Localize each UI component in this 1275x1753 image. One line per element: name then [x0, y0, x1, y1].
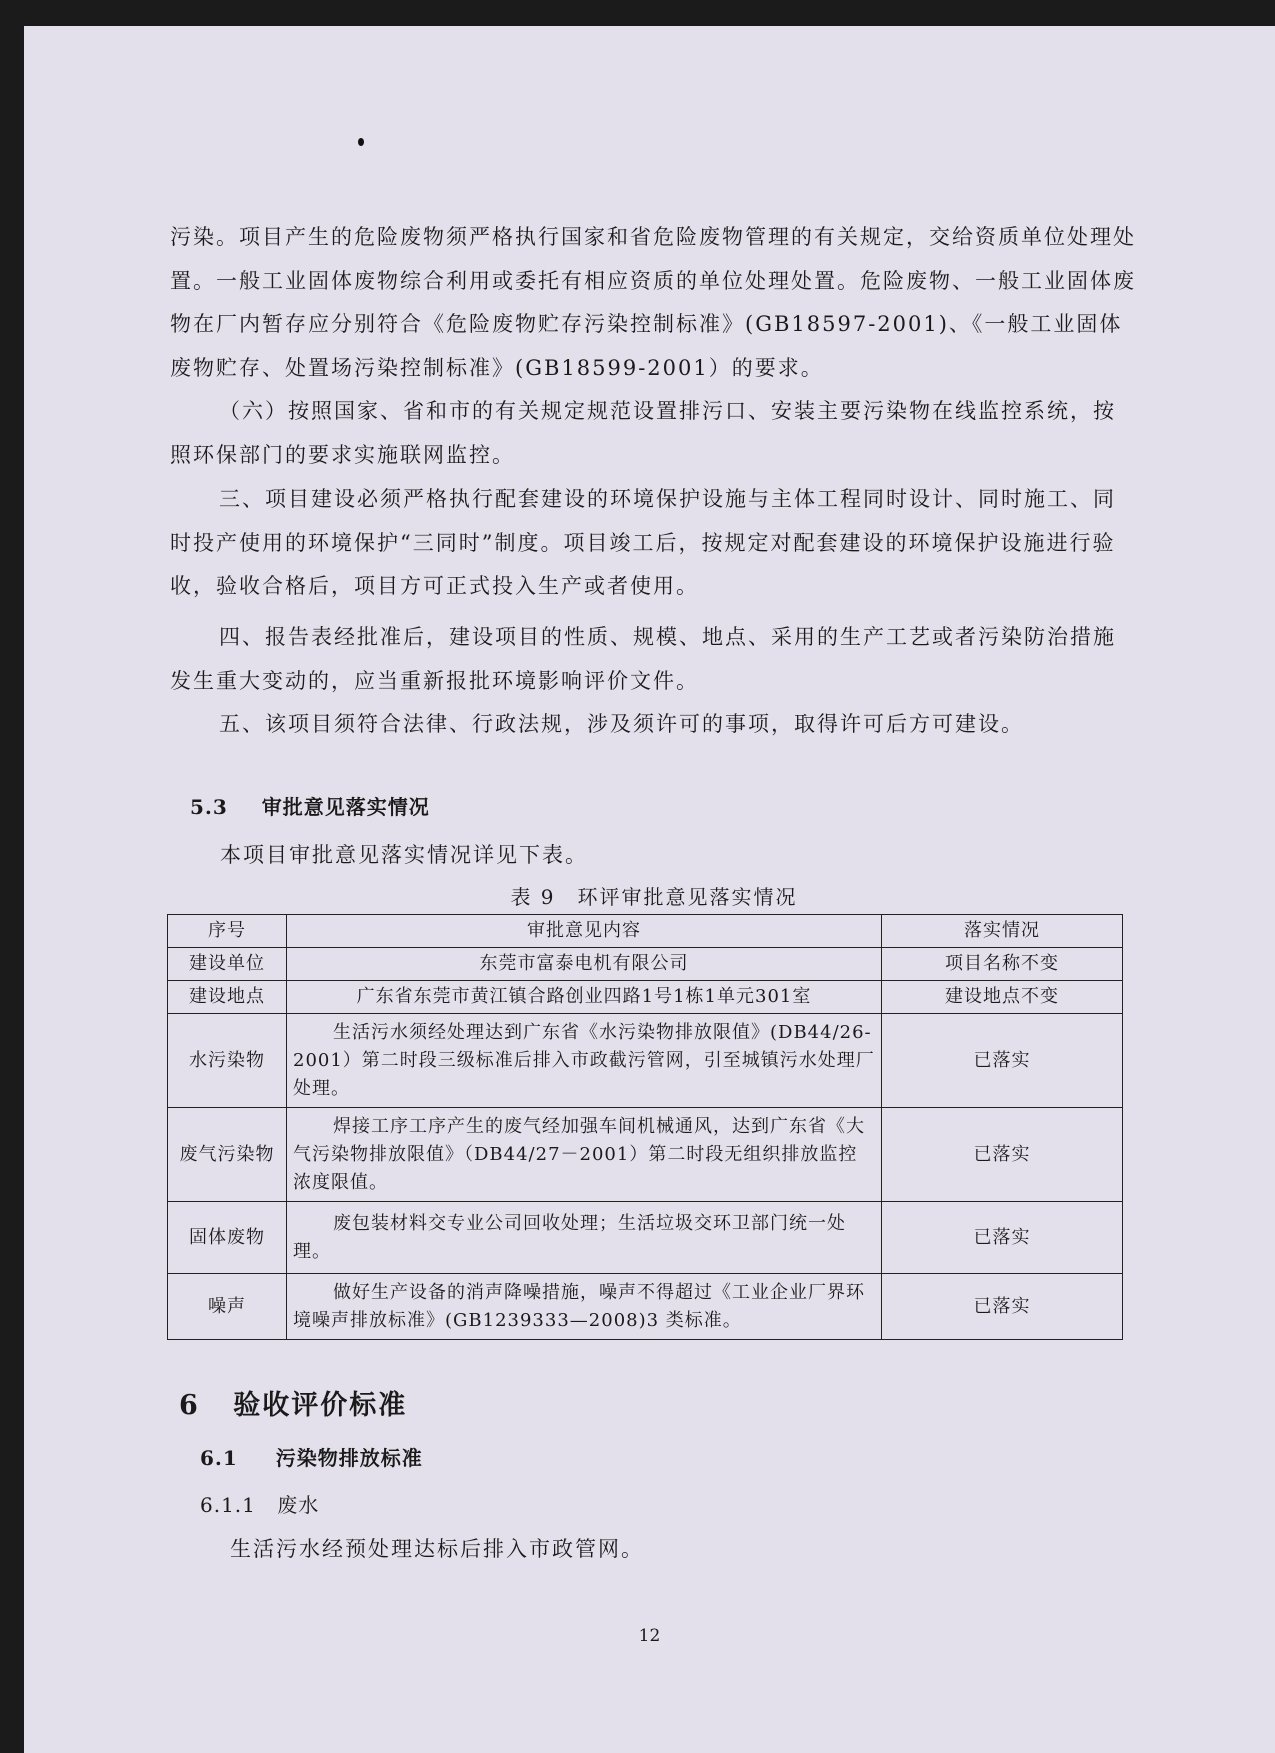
document-page	[24, 26, 1275, 1753]
row-content: 废包装材料交专业公司回收处理；生活垃圾交环卫部门统一处理。	[287, 1202, 882, 1274]
section-5-3-heading	[190, 791, 430, 820]
section-6-1-1-heading	[200, 1489, 319, 1518]
paragraph-hazardous-waste: 污染。项目产生的危险废物须严格执行国家和省危险废物管理的有关规定，交给资质单位处理处置。一般工业固体废物综合利用或委托有相应资质的单位处理处置。危险废物、一般工业固体废物在厂内暂存应分别符合《危险废物贮存污染控制标准》(GB18597-2001)、《一般工业固体废物贮存、处置场污染控制标准》(GB18599-2001）的要求。	[170, 225, 1136, 380]
row-status: 项目名称不变	[882, 948, 1123, 981]
section-title: 污染物排放标准	[275, 1446, 423, 1470]
paragraph-three-simultaneous: 三、项目建设必须严格执行配套建设的环境保护设施与主体工程同时设计、同时施工、同时投产使用的环境保护“三同时”制度。项目竣工后，按规定对配套建设的环境保护设施进行验收，验收合格后，项目方可正式投入生产或者使用。	[170, 487, 1116, 598]
paragraph-major-changes: 四、报告表经批准后，建设项目的性质、规模、地点、采用的生产工艺或者污染防治措施发生重大变动的，应当重新报批环境影响评价文件。	[170, 625, 1116, 693]
row-status: 已落实	[882, 1202, 1123, 1274]
section-title: 审批意见落实情况	[261, 795, 430, 819]
table-row	[168, 1274, 1123, 1340]
table-row	[168, 948, 1123, 981]
row-status: 已落实	[882, 1274, 1123, 1340]
page-number: 12	[638, 1626, 661, 1646]
header-item: 序号	[168, 915, 287, 948]
row-content: 焊接工序工序产生的废气经加强车间机械通风，达到广东省《大气污染物排放限值》（DB44/27－2001）第二时段无组织排放监控浓度限值。	[287, 1108, 882, 1202]
section-number: 6.1	[200, 1446, 238, 1470]
row-content: 广东省东莞市黄江镇合路创业四路1号1栋1单元301室	[287, 981, 882, 1014]
row-item: 水污染物	[168, 1014, 287, 1108]
section-6-1-heading	[200, 1442, 423, 1471]
table-caption: 表 9 环评审批意见落实情况	[510, 885, 798, 909]
table-row	[168, 1202, 1123, 1274]
row-item: 固体废物	[168, 1202, 287, 1274]
row-content: 东莞市富泰电机有限公司	[287, 948, 882, 981]
row-item: 噪声	[168, 1274, 287, 1340]
section-6-heading	[179, 1383, 407, 1422]
row-item: 建设地点	[168, 981, 287, 1014]
paragraph-legal-compliance: 五、该项目须符合法律、行政法规，涉及须许可的事项，取得许可后方可建设。	[219, 712, 1024, 736]
row-status: 建设地点不变	[882, 981, 1123, 1014]
section-5-3-intro: 本项目审批意见落实情况详见下表。	[220, 843, 588, 867]
section-title: 废水	[277, 1493, 320, 1517]
wastewater-text: 生活污水经预处理达标后排入市政管网。	[230, 1537, 644, 1561]
table-header-row	[168, 915, 1123, 948]
row-status: 已落实	[882, 1108, 1123, 1202]
paragraph-outlet-monitoring: （六）按照国家、省和市的有关规定规范设置排污口、安装主要污染物在线监控系统，按照环保部门的要求实施联网监控。	[170, 399, 1116, 467]
section-number: 6.1.1	[200, 1493, 256, 1517]
table-row	[168, 981, 1123, 1014]
row-content: 生活污水须经处理达到广东省《水污染物排放限值》(DB44/26-2001）第二时段三级标准后排入市政截污管网，引至城镇污水处理厂处理。	[287, 1014, 882, 1108]
row-item: 建设单位	[168, 948, 287, 981]
row-content: 做好生产设备的消声降噪措施，噪声不得超过《工业企业厂界环境噪声排放标准》(GB1239333—2008)3 类标准。	[287, 1274, 882, 1340]
section-number: 6	[179, 1390, 200, 1421]
table-row	[168, 1108, 1123, 1202]
row-status: 已落实	[882, 1014, 1123, 1108]
approval-table	[167, 914, 1123, 1340]
table-row	[168, 1014, 1123, 1108]
page-content	[24, 26, 1275, 1753]
section-number: 5.3	[190, 795, 228, 819]
header-status: 落实情况	[882, 915, 1123, 948]
header-content: 审批意见内容	[287, 915, 882, 948]
row-item: 废气污染物	[168, 1108, 287, 1202]
section-title: 验收评价标准	[233, 1390, 408, 1421]
